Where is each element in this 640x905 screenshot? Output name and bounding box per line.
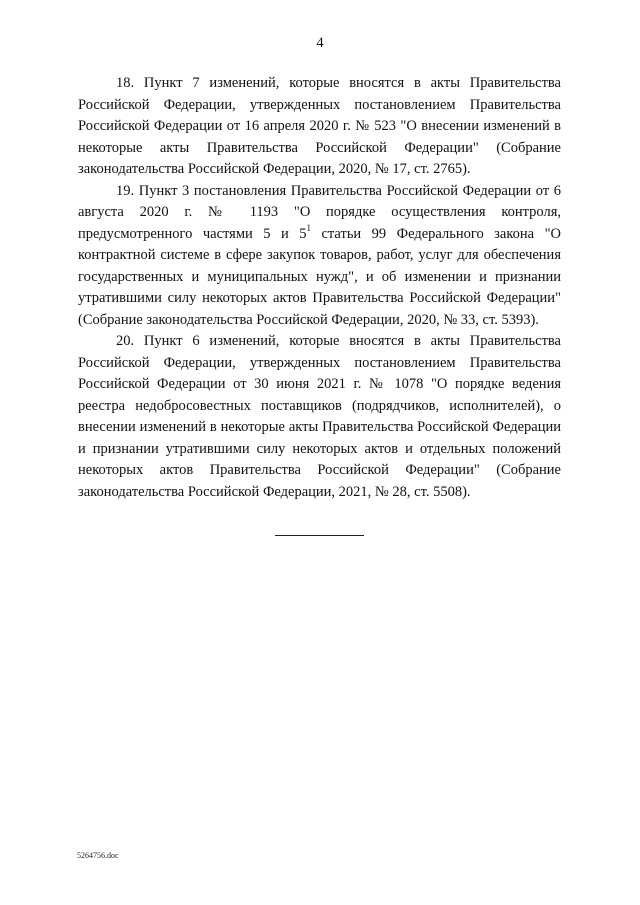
paragraph-19-text-before: 19. Пункт 3 постановления Правительства Российской Федерации от 6 августа 2020 г. № 1193 "О порядке осуществления контроля, предусмотренного частями 5 и 5 [78,182,561,242]
end-separator-line [275,535,364,536]
document-body [78,73,561,503]
paragraph-18: 18. Пункт 7 изменений, которые вносятся в акты Правительства Российской Федерации, утвержденных постановлением Правительства Российской Федерации от 16 апреля 2020 г. № 523 "О внесении изменений в некоторые акты Правительства Российской Федерации" (Собрание законодательства Российской Федерации, 2020, № 17, ст. 2765). [78,75,561,177]
paragraph-19-superscript: 1 [306,222,311,233]
paragraph-20: 20. Пункт 6 изменений, которые вносятся в акты Правительства Российской Федерации, утвержденных постановлением Правительства Российской Федерации от 30 июня 2021 г. № 1078 "О порядке ведения реестра недобросовестных поставщиков (подрядчиков, исполнителей), о внесении изменений в некоторые акты Правительства Российской Федерации и признании утратившими силу некоторых актов и отдельных положений некоторых актов Правительства Российской Федерации" (Собрание законодательства Российской Федерации, 2021, № 28, ст. 5508). [78,333,561,500]
footer-file-name: 5264756.doc [77,851,119,860]
page-number: 4 [316,35,324,51]
paragraph-19-text-after: статьи 99 Федерального закона "О контрактной системе в сфере закупок товаров, работ, услуг для обеспечения государственных и муниципальных нужд", и об изменении и признании утратившими силу некоторых актов Правительства Российской Федерации" (Собрание законодательства Российской Федерации, 2020, № 33, ст. 5393). [78,225,561,328]
paragraph-19 [78,181,561,332]
